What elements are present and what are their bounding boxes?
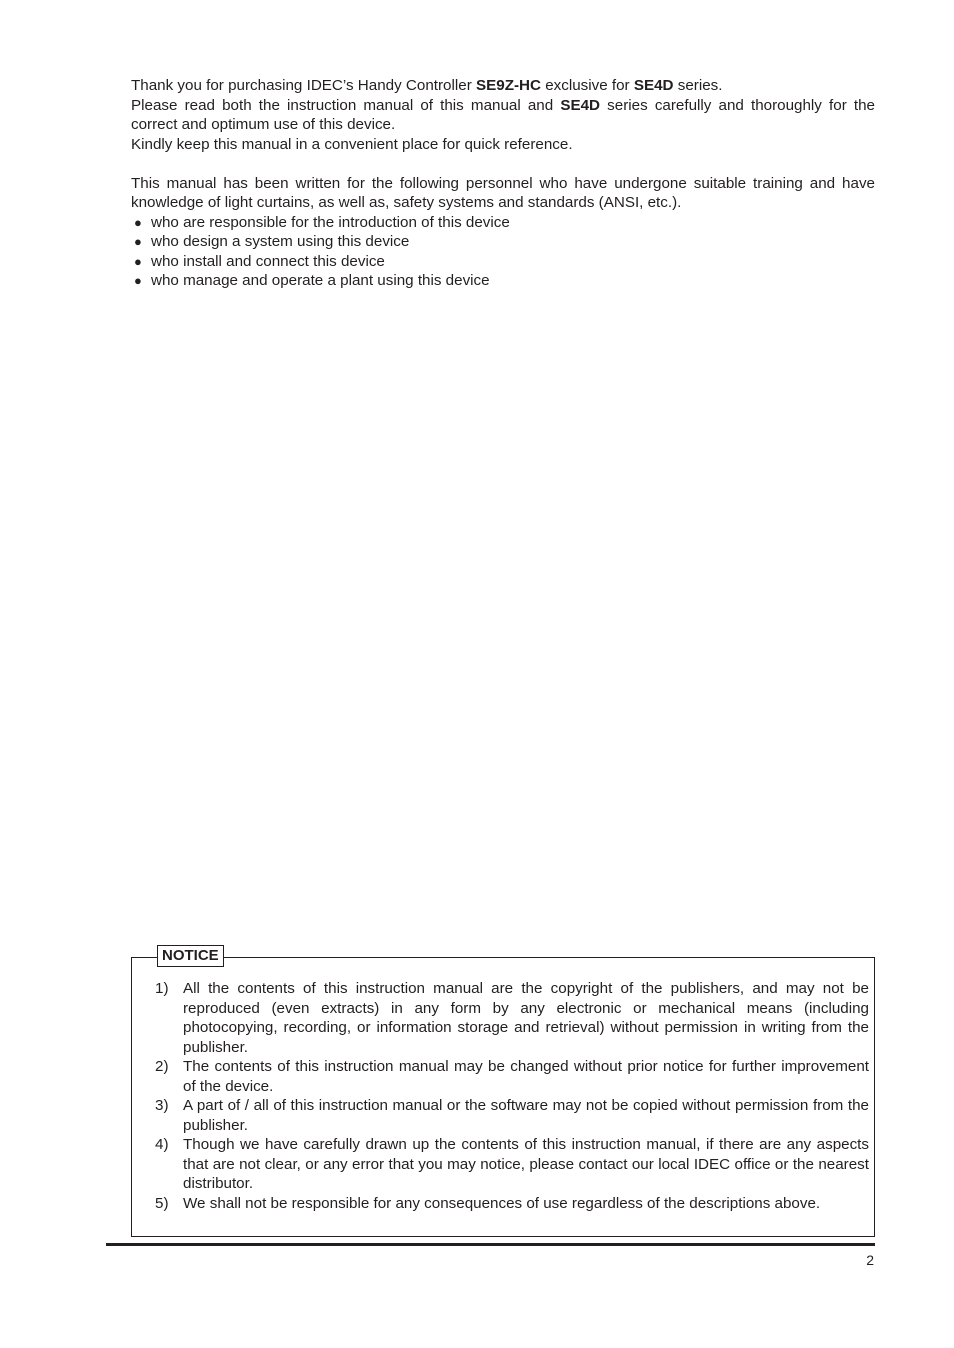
intro-paragraph-personnel: This manual has been written for the following personnel who have undergone suitable training and have knowledge of light curtains, as well as, safety systems and standards (ANSI, etc.). <box>131 174 875 211</box>
personnel-list <box>131 213 875 291</box>
intro-paragraph-keep: Kindly keep this manual in a convenient place for quick reference. <box>131 135 573 153</box>
notice-item-text: A part of / all of this instruction manual or the software may not be copied without permission from the publisher. <box>183 1097 869 1134</box>
notice-item-number: 1) <box>155 980 169 997</box>
notice-item <box>155 1194 869 1214</box>
page-number: 2 <box>866 1252 874 1268</box>
bullet-icon: ● <box>134 214 142 230</box>
list-item <box>131 213 875 233</box>
product-name: SE9Z-HC <box>475 77 541 94</box>
list-item-text: who design a system using this device <box>151 233 410 250</box>
intro-section <box>131 76 875 291</box>
intro-text: Please read both the instruction manual of this manual and <box>131 96 561 114</box>
notice-item-text: All the contents of this instruction manual are the copyright of the publishers, and may not be reproduced (even extracts) in any form by any electronic or mechanical means (including photocopying, recording, or information storage and retrieval) without permission in writing from the publisher. <box>183 980 869 1056</box>
notice-item <box>155 979 869 1057</box>
series-name: SE4D <box>633 77 674 94</box>
notice-item-text: Though we have carefully drawn up the contents of this instruction manual, if there are any aspects that are not clear, or any error that you may notice, please contact our local IDEC office or the nearest distributor. <box>183 1136 869 1192</box>
bullet-icon: ● <box>134 253 142 269</box>
notice-item-text: We shall not be responsible for any consequences of use regardless of the descriptions above. <box>183 1194 821 1212</box>
list-item <box>131 232 875 252</box>
notice-item <box>155 1135 869 1194</box>
notice-item <box>155 1057 869 1096</box>
notice-label: NOTICE <box>157 945 224 967</box>
footer-rule <box>106 1243 875 1246</box>
list-item-text: who are responsible for the introduction of this device <box>151 213 510 231</box>
list-item <box>131 271 875 291</box>
series-name: SE4D <box>560 96 601 114</box>
paragraph-gap <box>131 154 875 174</box>
notice-item-number: 5) <box>155 1194 169 1212</box>
list-item-text: who install and connect this device <box>151 252 385 270</box>
notice-item-number: 2) <box>155 1058 169 1075</box>
notice-item-number: 4) <box>155 1136 169 1153</box>
bullet-icon: ● <box>134 234 142 249</box>
intro-text: Thank you for purchasing IDEC’s Handy Controller <box>131 77 476 94</box>
intro-paragraph-thanks <box>131 76 875 96</box>
list-item <box>131 252 875 272</box>
notice-item <box>155 1096 869 1135</box>
intro-text: series. <box>673 77 723 94</box>
notice-item-text: The contents of this instruction manual may be changed without prior notice for further improvement of the device. <box>183 1058 869 1095</box>
intro-text: series carefully and thoroughly for the correct and optimum use of this device. <box>131 96 876 133</box>
notice-item-number: 3) <box>155 1097 169 1114</box>
notice-list <box>155 979 869 1213</box>
list-item-text: who manage and operate a plant using this device <box>151 272 490 289</box>
intro-text: exclusive for <box>540 77 634 94</box>
intro-paragraph-read <box>131 96 875 135</box>
bullet-icon: ● <box>134 273 142 288</box>
